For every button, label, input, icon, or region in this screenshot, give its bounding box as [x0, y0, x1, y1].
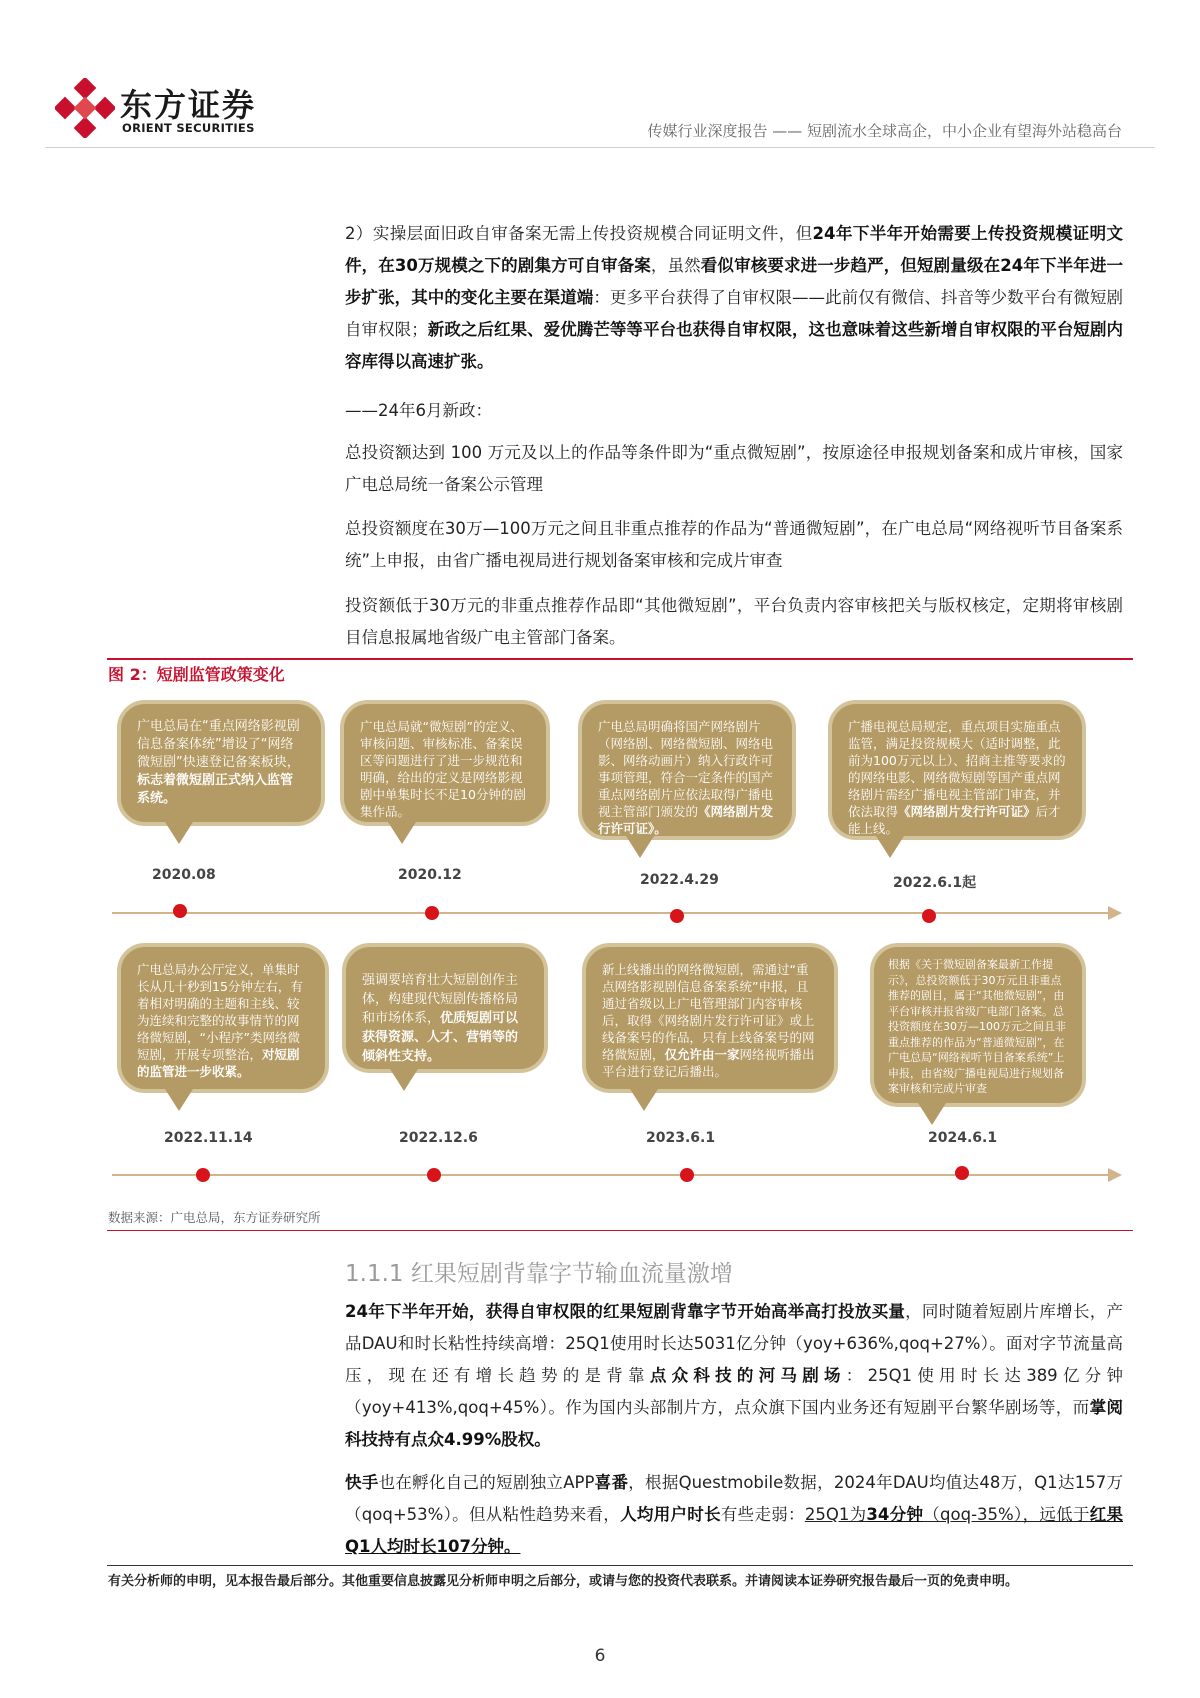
- timeline-dot: [427, 1168, 441, 1182]
- text-span: 2）实操层面旧政自审备案无需上传投资规模合同证明文件，但: [345, 224, 813, 243]
- figure-bottom-rule: [107, 1230, 1133, 1231]
- bubble-bold-text: 仅允许由一家: [664, 1047, 740, 1062]
- timeline-dot: [196, 1168, 210, 1182]
- bubble-text: 广电总局在“重点网络影视剧信息备案体统”增设了“网络微短剧”快速登记备案板块，: [137, 719, 300, 770]
- paragraph-hongguo: [345, 1296, 1123, 1456]
- timeline-date: 2024.6.1: [928, 1130, 998, 1146]
- figure-source: 数据来源：广电总局，东方证券研究所: [108, 1210, 321, 1225]
- figure-title: 图 2：短剧监管政策变化: [108, 665, 285, 684]
- paragraph-audit-practice: [345, 218, 1123, 378]
- timeline-bubble: [342, 943, 548, 1073]
- underlined-span: （qoq-35%），远低于: [923, 1505, 1090, 1524]
- timeline-bubble: [582, 943, 838, 1093]
- bold-span: 34分钟: [866, 1505, 924, 1524]
- timeline-date: 2022.11.14: [164, 1130, 253, 1146]
- text-span: ：更多平台获得了自审权限——此前仅有微信、抖音等少数平台有微短剧自审权限；: [345, 288, 1124, 339]
- timeline-dot: [955, 1166, 969, 1180]
- bold-span: 喜番: [594, 1473, 629, 1492]
- bubble-text: 根据《关于微短剧备案最新工作提示》，总投资额低于30万元且非重点推荐的剧目，属于“其他微短剧”，由平台审核并报省级广电部门备案。总投资额度在30万—100万元之间且非重点推荐的作品为“普通微短剧”，在广电总局“网络视听节目备案系统”上申报，由省级广播电视局进行规划备案审核和完成片审查: [888, 958, 1066, 1095]
- bubble-text: 新上线播出的网络微短剧，需通过“重点网络影视剧信息备案系统”申报，且通过省级以上广电管理部门内容审核后，取得《网络剧片发行许可证》或上线备案号的作品，只有上线备案号的网络微短剧，: [602, 962, 815, 1062]
- bubble-bold-text: 标志着微短剧正式纳入监管系统。: [137, 773, 294, 806]
- paragraph-kuaishou: [345, 1467, 1123, 1563]
- timeline-bubble: [828, 700, 1086, 840]
- underlined-span: 25Q1为: [804, 1505, 867, 1524]
- timeline-date: 2022.12.6: [399, 1130, 478, 1146]
- bubble-bold-text: 优质短剧可以获得资源、人才、营销等的倾斜性支持。: [362, 1011, 519, 1064]
- timeline-date: 2020.08: [152, 867, 216, 883]
- timeline-arrow-icon: [1108, 1168, 1122, 1182]
- timeline-dot: [425, 906, 439, 920]
- bold-span: 快手: [345, 1473, 379, 1492]
- bubble-text: 广电总局办公厅定义，单集时长从几十秒到15分钟左右，有着相对明确的主题和主线、较为连续和完整的故事情节的网络微短剧，“小程序”类网络微短剧，开展专项整治，: [137, 962, 303, 1062]
- timeline-dot: [670, 909, 684, 923]
- bubble-text: 强调要培育壮大短剧创作主体，构建现代短剧传播格局和市场体系，: [362, 973, 519, 1026]
- bold-span: 看似审核要求进一步趋严，但短剧量级在24年下半年进一步扩张，其中的变化主要在渠道端: [345, 256, 1123, 307]
- bold-span: 24年下半年开始需要上传投资规模证明文件，在30万规模之下的剧集方可自审备案: [345, 224, 1123, 275]
- bubble-text: 广播电视总局规定，重点项目实施重点监管，满足投资规模大（适时调整，此前为100万元以上）、招商主推等要求的的网络电影、网络微短剧等国产重点网络剧片需经广播电视主管部门审查，并依法取得: [848, 719, 1066, 819]
- bubble-bold-text: 《网络剧片发行许可证》。: [598, 804, 774, 836]
- timeline-dot: [680, 1168, 694, 1182]
- bold-span: 红果Q1人均时长107分钟。: [345, 1505, 1124, 1556]
- bubble-text: 广电总局明确将国产网络剧片（网络剧、网络微短剧、网络电影、网络动画片）纳入行政许可事项管理，符合一定条件的国产重点网络剧片应依法取得广播电视主管部门颁发的: [598, 719, 774, 819]
- timeline-arrow-icon: [1108, 906, 1122, 920]
- bold-span: 24年下半年开始，获得自审权限的红果短剧背靠字节开始高举高打投放买量: [345, 1302, 906, 1321]
- text-span: ，根据Questmobile数据，2024年DAU均值达48万，Q1达157万（qoq+53%）。但从粘性趋势来看，: [345, 1473, 1124, 1524]
- text-span: 也在孵化自己的短剧独立APP: [378, 1473, 595, 1492]
- timeline-bubble: [870, 943, 1086, 1107]
- text-span: ，虽然: [650, 256, 701, 275]
- policy-item-normal: 总投资额度在30万—100万元之间且非重点推荐的作品为“普通微短剧”，在广电总局“网络视听节目备案系统”上申报，由省广播电视局进行规划备案审核和完成片审查: [345, 519, 1123, 570]
- timeline-bubble: [117, 943, 329, 1093]
- bold-span: 新政之后红果、爱优腾芒等等平台也获得自审权限，这也意味着这些新增自审权限的平台短剧内容库得以高速扩张。: [345, 320, 1124, 371]
- text-span: ：25Q1使用时长达389亿分钟（yoy+413%,qoq+45%）。作为国内头部制片方，点众旗下国内业务还有短剧平台繁华剧场等，而: [345, 1366, 1124, 1417]
- text-span: 有些走弱：: [720, 1505, 805, 1524]
- timeline-dot: [922, 909, 936, 923]
- report-title: 传媒行业深度报告 —— 短剧流水全球高企，中小企业有望海外站稳高台: [647, 122, 1122, 140]
- policy-item-key: 总投资额达到 100 万元及以上的作品等条件即为“重点微短剧”，按原途径申报规划备案和成片审核，国家广电总局统一备案公示管理: [345, 443, 1123, 494]
- timeline-dot: [173, 904, 187, 918]
- bubble-text: 后才能上线。: [848, 804, 1061, 836]
- bold-span: 人均用户时长: [620, 1505, 721, 1524]
- bold-span: 点众科技的河马剧场: [649, 1366, 846, 1385]
- bubble-text: 广电总局就“微短剧”的定义、审核问题、审核标准、备案误区等问题进行了进一步规范和明确，给出的定义是网络影视剧中单集时长不足10分钟的剧集作品。: [360, 719, 526, 819]
- timeline-date: 2022.4.29: [640, 872, 719, 888]
- footer-divider: [107, 1565, 1133, 1566]
- policy-heading: ——24年6月新政：: [345, 401, 492, 420]
- text-span: ，同时随着短剧片库增长，产品DAU和时长粘性持续高增：25Q1使用时长达5031亿分钟（yoy+636%,qoq+27%）。面对字节流量高压，现在还有增长趋势的是背靠: [345, 1302, 1123, 1385]
- timeline-bubble: [340, 700, 550, 826]
- bubble-text: 网络视听播出平台进行登记后播出。: [602, 1047, 815, 1079]
- section-heading: 1.1.1 红果短剧背靠字节输血流量激增: [345, 1261, 733, 1287]
- timeline-date: 2020.12: [398, 867, 462, 883]
- page-number: 6: [594, 1646, 606, 1666]
- brand-name-en: ORIENT SECURITIES: [122, 121, 255, 135]
- brand-name-cn: 东方证券: [120, 86, 257, 124]
- header-divider: [45, 147, 1155, 148]
- disclaimer: 有关分析师的申明，见本报告最后部分。其他重要信息披露见分析师申明之后部分，或请与您的投资代表联系。并请阅读本证券研究报告最后一页的免责申明。: [108, 1574, 1019, 1589]
- timeline-bubble: [578, 700, 796, 840]
- timeline-date: 2022.6.1起: [893, 875, 977, 891]
- bold-span: 掌阅科技持有点众4.99%股权。: [345, 1398, 1123, 1449]
- policy-item-other: 投资额低于30万元的非重点推荐作品即“其他微短剧”，平台负责内容审核把关与版权核定，定期将审核剧目信息报属地省级广电主管部门备案。: [345, 596, 1123, 647]
- bubble-bold-text: 《网络剧片发行许可证》: [898, 804, 1036, 819]
- timeline-bubble: [117, 700, 325, 826]
- orient-securities-logo-icon: [55, 78, 115, 138]
- figure-top-rule: [107, 658, 1133, 660]
- timeline-date: 2023.6.1: [646, 1130, 716, 1146]
- bubble-bold-text: 对短剧的监管进一步收紧。: [137, 1047, 300, 1079]
- timeline-axis: [112, 912, 1114, 914]
